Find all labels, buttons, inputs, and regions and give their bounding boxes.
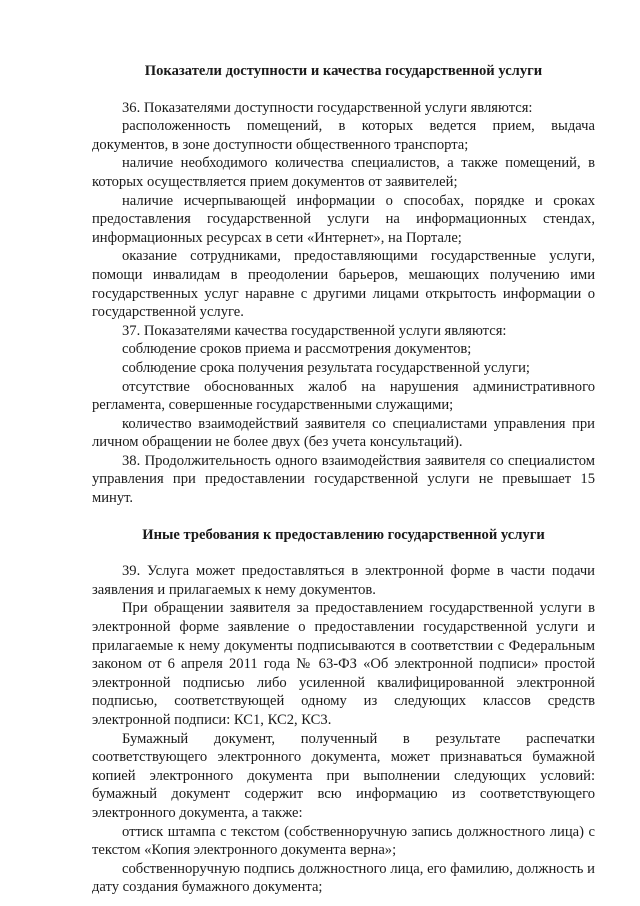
section-heading-accessibility-quality: Показатели доступности и качества государственной услуги bbox=[144, 63, 543, 79]
paragraph-36-premises: расположенность помещений, в которых ведется прием, выдача документов, в зоне доступности общественного транспорта; bbox=[92, 118, 595, 153]
paragraph-39: 39. Услуга может предоставляться в электронной форме в части подачи заявления и прилагаемых к нему документов. bbox=[92, 563, 595, 598]
paragraph-36-disabled-assistance: оказание сотрудниками, предоставляющими государственные услуги, помощи инвалидам в преодолении барьеров, мешающих получению ими государственных услуг наравне с другими лицами открытость информации о государственной услуге. bbox=[92, 248, 595, 321]
paragraph-39-electronic-signature: При обращении заявителя за предоставлением государственной услуги в электронной форме заявление о предоставлении государственной услуги и прилагаемые к нему документы подписываются в соответствии с Федеральным законом от 6 апреля 2011 года № 63-ФЗ «Об электронной подписи» простой электронной подписью либо усиленной квалифицированной электронной подписью, соответствующей одному из следующих классов средств электронной подписи: КС1, КС2, КС3. bbox=[92, 600, 595, 728]
paragraph-37: 37. Показателями качества государственной услуги являются: bbox=[122, 322, 507, 339]
paragraph-39-stamp: оттиск штампа с текстом (собственноручную запись должностного лица) с текстом «Копия электронного документа верна»; bbox=[92, 823, 595, 859]
paragraph-37-no-complaints: отсутствие обоснованных жалоб на нарушения административного регламента, совершенные государственными служащими; bbox=[92, 378, 595, 414]
paragraph-39-paper-copy: Бумажный документ, полученный в результате распечатки соответствующего электронного документа, может признаваться бумажной копией электронного документа при выполнении следующих условий: бумажный документ содержит всю информацию из соответствующего электронного документа, а также: bbox=[92, 730, 595, 821]
paragraph-37-deadlines: соблюдение сроков приема и рассмотрения документов; bbox=[122, 341, 472, 358]
paragraph-38: 38. Продолжительность одного взаимодействия заявителя со специалистом управления при предоставлении государственной услуги не превышает 15 минут. bbox=[92, 452, 595, 507]
paragraph-39-signature: собственноручную подпись должностного лица, его фамилию, должность и дату создания бумажного документа; bbox=[92, 860, 595, 896]
paragraph-37-result-deadline: соблюдение срока получения результата государственной услуги; bbox=[122, 359, 530, 376]
section-heading-other-requirements: Иные требования к предоставлению государственной услуги bbox=[142, 526, 545, 543]
paragraph-36: 36. Показателями доступности государственной услуги являются: bbox=[122, 99, 533, 116]
paragraph-36-specialists: наличие необходимого количества специалистов, а также помещений, в которых осуществляется прием документов от заявителей; bbox=[92, 155, 595, 190]
paragraph-37-interactions: количество взаимодействий заявителя со специалистами управления при личном обращении не более двух (без учета консультаций). bbox=[92, 415, 595, 451]
paragraph-36-information: наличие исчерпывающей информации о способах, порядке и сроках предоставления государственной услуги на информационных стендах, информационных ресурсах в сети «Интернет», на Портале; bbox=[92, 192, 595, 246]
